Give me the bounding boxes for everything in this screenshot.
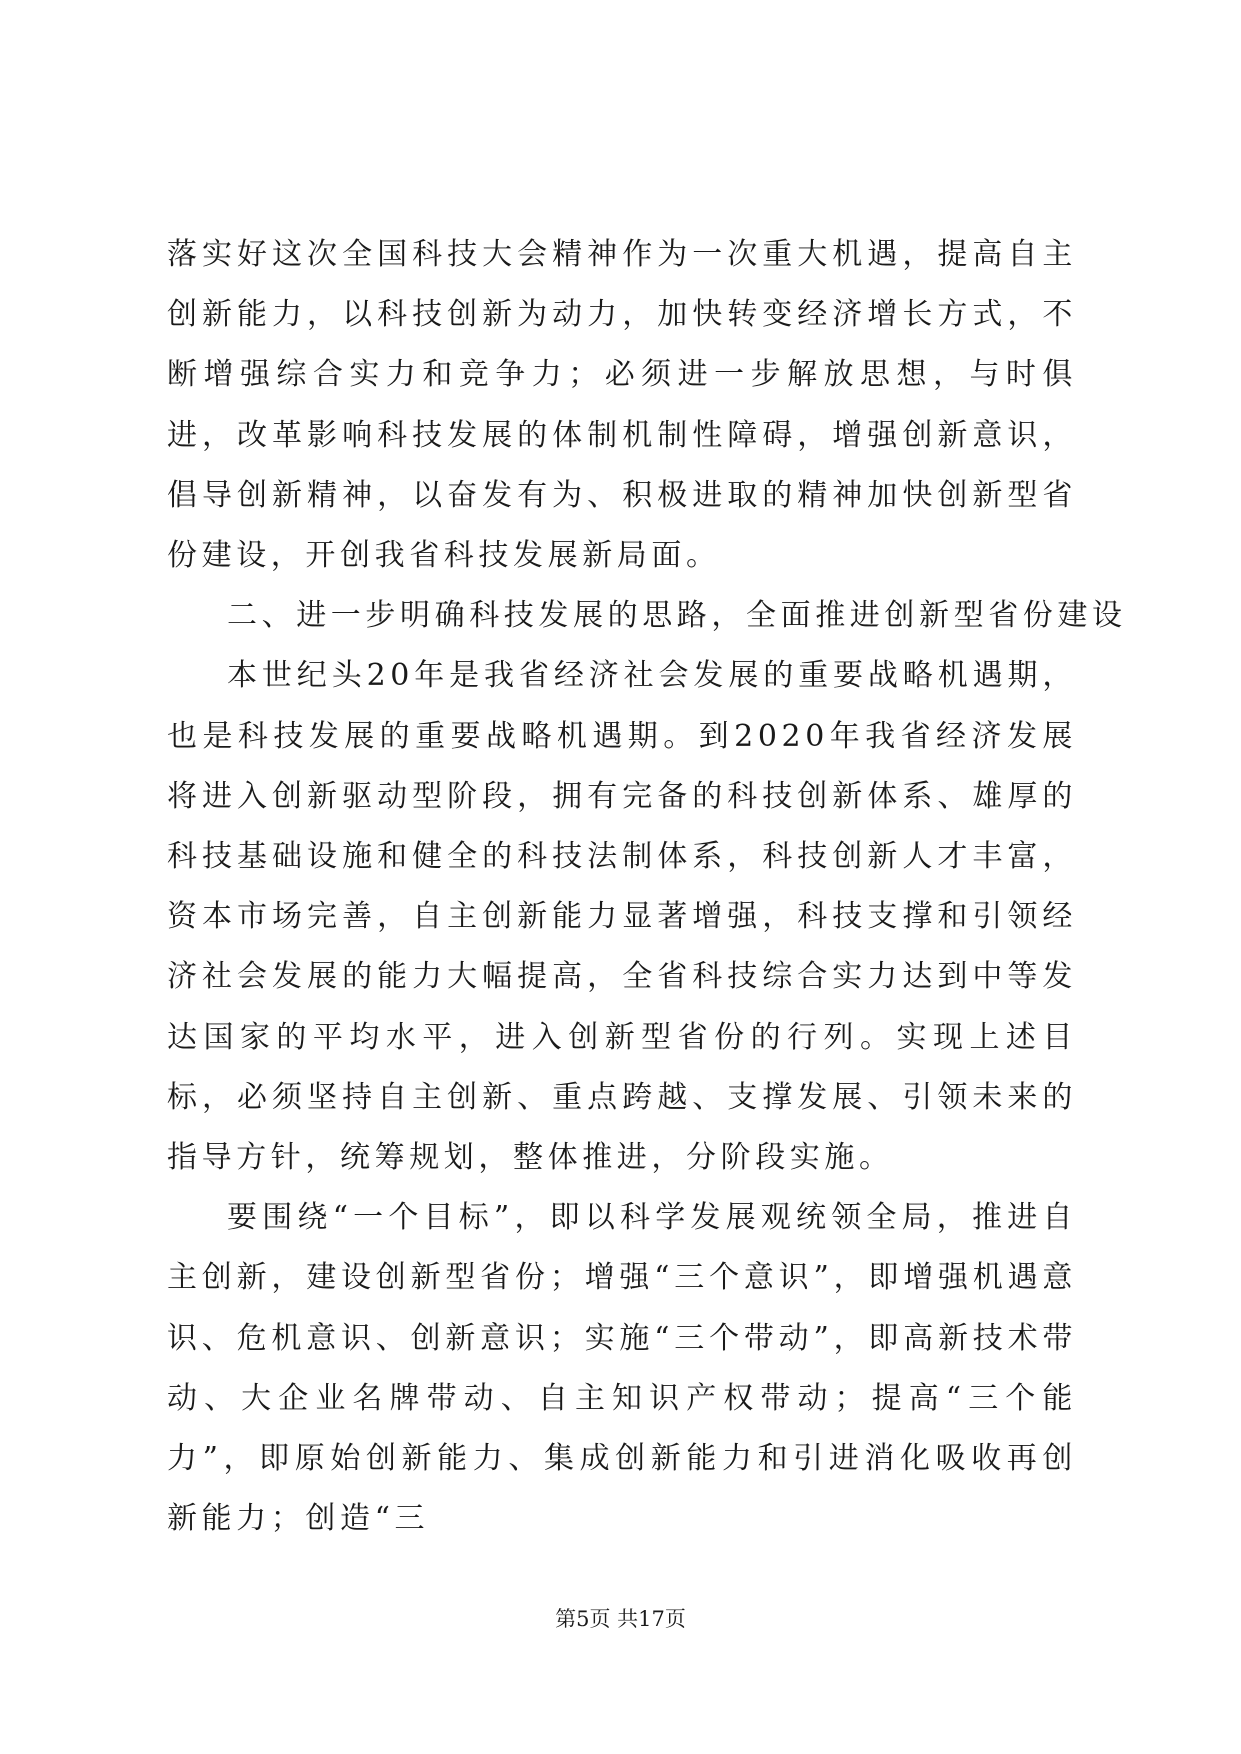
page-number-footer: 第5页 共17页	[555, 1607, 686, 1631]
paragraph-one-goal-three-awareness: 要围绕“一个目标”，即以科学发展观统领全局，推进自主创新，建设创新型省份；增强“三个意识”，即增强机遇意识、危机意识、创新意识；实施“三个带动”，即高新技术带动、大企业名牌带动、自主知识产权带动；提高“三个能力”，即原始创新能力、集成创新能力和引进消化吸收再创新能力；创造“三	[167, 1200, 1077, 1537]
paragraph-development-goals: 本世纪头20年是我省经济社会发展的重要战略机遇期，也是科技发展的重要战略机遇期。到2020年我省经济发展将进入创新驱动型阶段，拥有完备的科技创新体系、雄厚的科技基础设施和健全的科技法制体系，科技创新人才丰富，资本市场完善，自主创新能力显著增强，科技支撑和引领经济社会发展的能力大幅提高，全省科技综合实力达到中等发达国家的平均水平，进入创新型省份的行列。实现上述目标，必须坚持自主创新、重点跨越、支撑发展、引领未来的指导方针，统筹规划，整体推进，分阶段实施。	[167, 658, 1077, 1176]
section-heading: 二、进一步明确科技发展的思路，全面推进创新型省份建设	[227, 598, 1127, 634]
paragraph-continuation: 落实好这次全国科技大会精神作为一次重大机遇，提高自主创新能力，以科技创新为动力，加快转变经济增长方式，不断增强综合实力和竞争力；必须进一步解放思想，与时俱进，改革影响科技发展的体制机制性障碍，增强创新意识，倡导创新精神，以奋发有为、积极进取的精神加快创新型省份建设，开创我省科技发展新局面。	[167, 237, 1077, 574]
document-body	[167, 225, 1127, 1549]
